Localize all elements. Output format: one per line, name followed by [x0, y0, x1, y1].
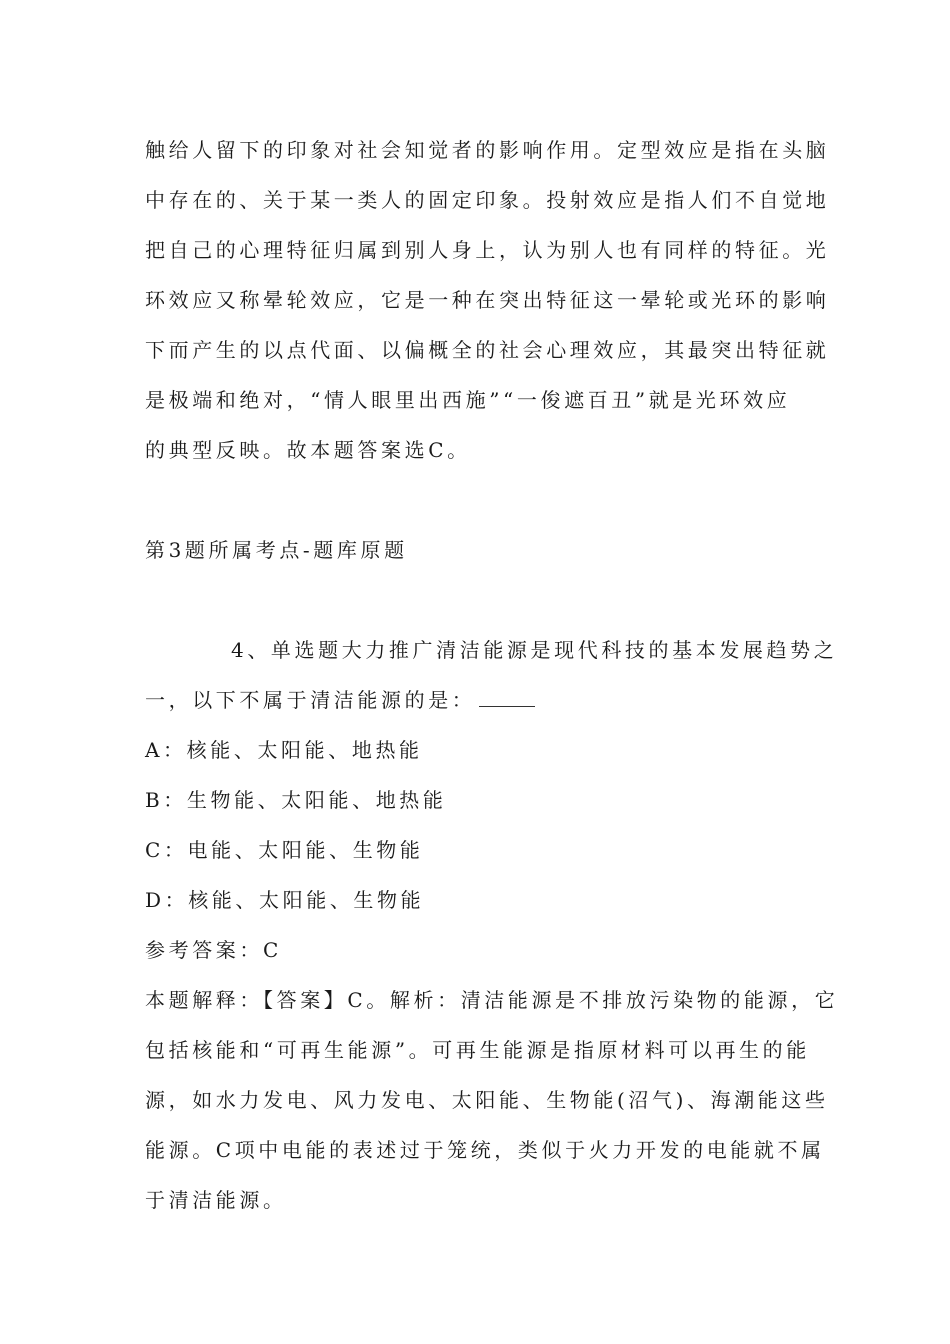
- prev-explanation-line: 把自己的心理特征归属到别人身上，认为别人也有同样的特征。光: [145, 238, 830, 262]
- answer-blank: [479, 688, 535, 707]
- option-c: C：电能、太阳能、生物能: [145, 838, 424, 862]
- reference-answer: 参考答案：C: [145, 938, 282, 962]
- option-b: B：生物能、太阳能、地热能: [145, 788, 447, 812]
- question-text: 一，以下不属于清洁能源的是：: [145, 688, 476, 712]
- prev-explanation-line: 的典型反映。故本题答案选C。: [145, 438, 471, 462]
- explanation-line: 本题解释：【答案】C。解析：清洁能源是不排放污染物的能源，它: [145, 988, 839, 1012]
- prev-explanation-line: 触给人留下的印象对社会知觉者的影响作用。定型效应是指在头脑: [145, 138, 830, 162]
- prev-explanation-line: 下而产生的以点代面、以偏概全的社会心理效应，其最突出特征就: [145, 338, 830, 362]
- option-d: D：核能、太阳能、生物能: [145, 888, 425, 912]
- prev-explanation-line: 环效应又称晕轮效应，它是一种在突出特征这一晕轮或光环的影响: [145, 288, 830, 312]
- explanation-line: 于清洁能源。: [145, 1188, 287, 1212]
- explanation-line: 能源。C项中电能的表述过于笼统，类似于火力开发的电能就不属: [145, 1138, 825, 1162]
- section-note: 第3题所属考点-题库原题: [145, 538, 408, 562]
- option-a: A：核能、太阳能、地热能: [145, 738, 423, 762]
- explanation-line: 源，如水力发电、风力发电、太阳能、生物能(沼气)、海潮能这些: [145, 1088, 829, 1112]
- question-text-line-2: [145, 687, 535, 713]
- prev-explanation-line: 是极端和绝对，“情人眼里出西施”“一俊遮百丑”就是光环效应: [145, 388, 791, 412]
- prev-explanation-line: 中存在的、关于某一类人的固定印象。投射效应是指人们不自觉地: [145, 188, 830, 212]
- explanation-line: 包括核能和“可再生能源”。可再生能源是指原材料可以再生的能: [145, 1038, 810, 1062]
- question-text-line-1: 4、单选题大力推广清洁能源是现代科技的基本发展趋势之: [231, 638, 838, 662]
